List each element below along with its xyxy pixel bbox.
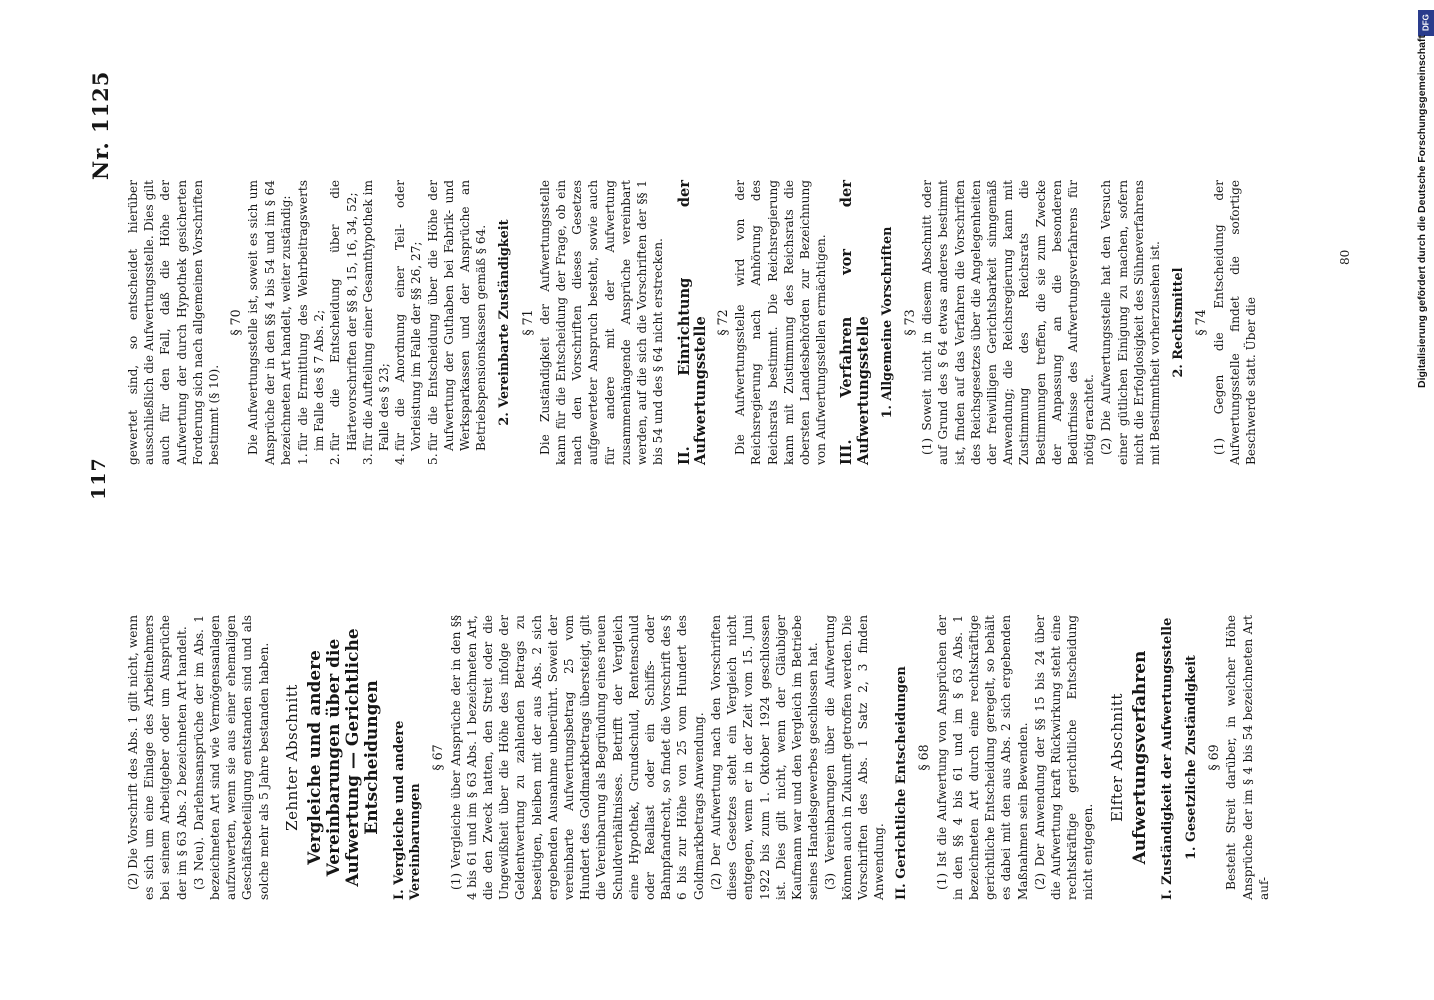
paragraph: Die Aufwertungsstelle ist, soweit es sich um Ansprüche der in den §§ 4 bis 54 und im § 64 bezeichneten Art handelt, weiter zuständig: — [246, 180, 293, 465]
list-item — [392, 180, 424, 465]
section-number: § 67 — [430, 744, 446, 771]
paragraph: Die Aufwertungsstelle wird von der Reichsregierung nach Anhörung des Reichsrats bestimmt. Die Reichsregierung kann mit Zustimmung des Reichsrats die obersten Landesbehörden zur Bezeichnung von Aufwertungsstellen ermächtigen. — [733, 180, 829, 465]
list-item — [425, 180, 490, 465]
section-number: § 71 — [519, 309, 535, 336]
paragraph: gewertet sind, so entscheidet hierüber ausschließlich die Aufwertungsstelle. Dies gilt auch für den Fall, daß die Höhe der Aufwertung der durch Hypothek gesicherten Forderung sich nach allgemeinen Vorschriften bestimmt (§ 10). — [126, 180, 222, 465]
section-number: § 69 — [1206, 744, 1222, 771]
section-number: § 72 — [714, 309, 730, 336]
section-number: § 74 — [1193, 309, 1209, 336]
paragraph: (2) Die Vorschrift des Abs. 1 gilt nicht, wenn es sich um eine Einlage des Arbeitnehmers bei seinem Arbeitgeber oder um Ansprüche der im § 63 Abs. 2 bezeichneten Art handelt. — [126, 615, 189, 900]
part-heading: Elfter Abschnitt — [1107, 693, 1126, 822]
paragraph: Die Zuständigkeit der Aufwertungsstelle kann für die Entscheidung der Frage, ob ein nach den Vorschriften dieses Gesetzes aufgewerteter Anspruch besteht, sowie auch für andere mit der Aufwertung zusammenhängende Ansprüche vereinbart werden, auf die sich die Vorschriften der §§ 1 bis 54 und des § 64 nicht erstrecken. — [537, 180, 666, 465]
issue-number: Nr. 1125 — [88, 70, 113, 180]
list-item — [295, 180, 327, 465]
digitization-credit: Digitalisierung gefördert durch die Deutsche Forschungsgemeinschaft — [1416, 35, 1428, 388]
section-number: § 68 — [916, 744, 932, 771]
paragraph: (3) Vereinbarungen über die Aufwertung können auch in Zukunft getroffen werden. Die Vorschriften des Abs. 1 Satz 2, 3 finden Anwendung. — [823, 615, 886, 900]
list-item-number: 2. — [328, 453, 343, 465]
left-column — [125, 615, 1273, 900]
numbered-list — [295, 180, 489, 465]
paragraph: (1) Soweit nicht in diesem Abschnitt oder auf Grund des § 64 etwas anderes bestimmt ist, finden auf das Verfahren die Vorschriften des Reichsgesetzes über die Angelegenheiten der freiwilligen Gerichtsbarkeit sinngemäß Anwendung; die Reichsregierung kann mit Zustimmung des Reichsrats die Bestimmungen treffen, die sie zum Zwecke der Anpassung an die besonderen Bedürfnisse des Aufwertungsverfahrens für nötig erachtet. — [920, 180, 1097, 465]
list-item-number: 5. — [425, 453, 440, 465]
paragraph: Besteht Streit darüber, in welcher Höhe Ansprüche der im § 4 bis 54 bezeichneten Art auf- — [1224, 615, 1271, 900]
paragraph: (2) Der Aufwertung nach den Vorschriften dieses Gesetzes steht ein Vergleich nicht entgegen, wenn er in der Zeit vom 15. Juni 1922 bis zum 1. Oktober 1924 geschlossen ist. Dies gilt nicht, wenn der Gläubiger Kaufmann war und den Vergleich im Betriebe seines Handelsgewerbes geschlossen hat. — [708, 615, 821, 900]
subsection-heading: 2. Vereinbarte Zuständigkeit — [497, 219, 513, 426]
subsection-heading: 1. Gesetzliche Zuständigkeit — [1183, 655, 1199, 860]
list-item-text: für die Aufteilung einer Gesamthypothek im Falle des § 23; — [360, 180, 392, 451]
footer-page-number: 80 — [1338, 249, 1352, 265]
list-item-number: 3. — [360, 453, 375, 465]
subsection-heading: 1. Allgemeine Vorschriften — [879, 226, 895, 419]
list-item-text: für die Entscheidung über die Härtevorschriften der §§ 8, 15, 16, 34, 52; — [328, 180, 359, 451]
list-item-text: für die Ermittlung des Wehrbeitragswerts im Falle des § 7 Abs. 2; — [296, 180, 327, 451]
list-item-number: 4. — [393, 453, 408, 465]
dfg-logo: DFG — [1418, 10, 1434, 36]
paragraph: (1) Gegen die Entscheidung der Aufwertungsstelle findet die sofortige Beschwerde statt. Über die — [1211, 180, 1258, 465]
list-item — [327, 180, 359, 465]
part-heading: Zehnter Abschnitt — [282, 684, 301, 831]
subsection-heading: 2. Rechtsmittel — [1171, 267, 1187, 378]
paragraph: (2) Der Anwendung der §§ 15 bis 24 über die Aufwertung kraft Rückwirkung steht eine rechtskräftige gerichtliche Entscheidung nicht entgegen. — [1032, 615, 1096, 900]
list-item-text: für die Entscheidung über die Höhe der Aufwertung der Guthaben bei Fabrik- und Werksparkassen und der Ansprüche an Betriebspensionskassen gemäß § 64. — [425, 180, 489, 451]
section-number: § 73 — [901, 309, 917, 336]
part-title: Vergleiche und andere Vereinbarungen über die Aufwertung — Gerichtliche Entscheidungen — [305, 628, 383, 887]
paragraph: (1) Ist die Aufwertung von Ansprüchen der in den §§ 4 bis 61 und im § 63 Abs. 1 bezeichneten Art durch eine rechtskräftige gerichtliche Entscheidung geregelt, so behält es dabei mit den aus Abs. 2 sich ergebenden Maßnahmen sein Bewenden. — [934, 615, 1030, 900]
section-number: § 70 — [228, 309, 244, 336]
part-title: Aufwertungsverfahren — [1129, 650, 1150, 865]
list-item-number: 1. — [296, 453, 311, 465]
paragraph: (2) Die Aufwertungsstelle hat den Versuch einer gütlichen Einigung zu machen, sofern nicht die Erfolglosigkeit des Sühneverfahrens mit Bestimmtheit vorherzusehen ist. — [1099, 180, 1162, 465]
subsection-heading: I. Vergleiche und andere Vereinbarungen — [392, 720, 424, 900]
list-item-text: für die Anordnung einer Teil- oder Vorleistung im Falle der §§ 26, 27; — [393, 180, 424, 451]
subsection-heading: II. Gerichtliche Entscheidungen — [894, 666, 910, 900]
subsection-heading: II. Einrichtung der Aufwertungsstelle — [675, 180, 709, 465]
subsection-heading: I. Zuständigkeit der Aufwertungsstelle — [1159, 617, 1175, 900]
subsection-heading: III. Verfahren vor der Aufwertungsstelle — [838, 180, 872, 465]
list-item — [360, 180, 392, 465]
paragraph: (3 Neu). Darlehnsansprüche der im Abs. 1 bezeichneten Art sind wie Vermögensanlagen aufzuwerten, wenn sie aus einer ehemaligen Geschäftsbeteiligung entstanden sind und als solche mehr als 5 Jahre bestanden haben. — [191, 615, 271, 900]
paragraph: (1) Vergleiche über Ansprüche der in den §§ 4 bis 61 und im § 63 Abs. 1 bezeichneten Art, die den Zweck hatten, den Streit oder die Ungewißheit über die Höhe des infolge der Geldentwertung zu zahlenden Betrags zu beseitigen, bleiben mit der aus Abs. 2 sich ergebenden Ausnahme unberührt. Soweit der vereinbarte Aufwertungsbetrag 25 vom Hundert des Goldmarkbetrags übersteigt, gilt die Vereinbarung als Begründung eines neuen Schuldverhältnisses. Betrifft der Vergleich eine Hypothek, Grundschuld, Rentenschuld oder Reallast oder ein Schiffs- oder Bahnpfandrecht, so findet die Vorschrift des § 6 bis zur Höhe von 25 vom Hundert des Goldmarkbetrags Anwendung. — [448, 615, 706, 900]
right-column — [125, 180, 1260, 465]
page-number: 117 — [88, 457, 110, 500]
